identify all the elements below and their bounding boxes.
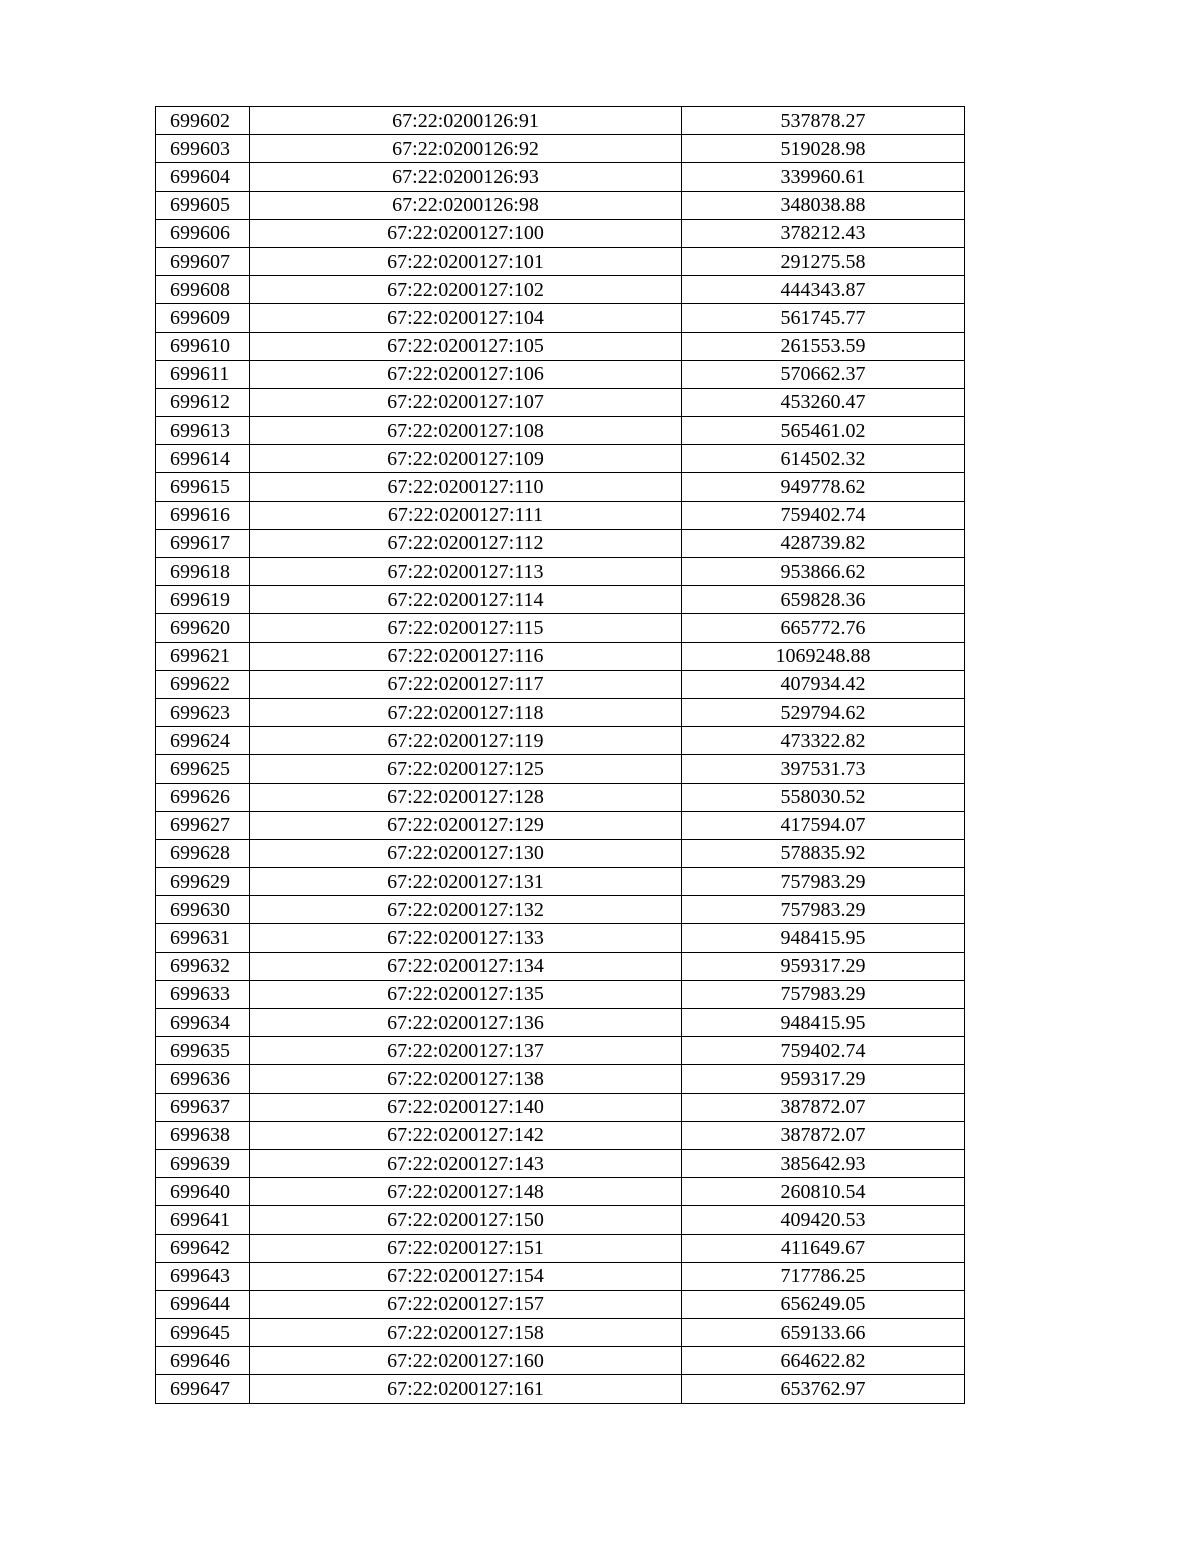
cadastral-value-cell: 260810.54: [682, 1178, 965, 1206]
row-number-cell: 699631: [156, 924, 250, 952]
row-number-cell: 699611: [156, 360, 250, 388]
cadastral-value-cell: 529794.62: [682, 698, 965, 726]
cadastral-value-cell: 261553.59: [682, 332, 965, 360]
row-number-cell: 699603: [156, 135, 250, 163]
cadastral-number-cell: 67:22:0200126:91: [250, 107, 682, 135]
cadastral-value-cell: 348038.88: [682, 191, 965, 219]
cadastral-value-cell: 1069248.88: [682, 642, 965, 670]
row-number-cell: 699625: [156, 755, 250, 783]
cadastral-value-cell: 397531.73: [682, 755, 965, 783]
table-row: [156, 1290, 965, 1318]
cadastral-value-cell: 659828.36: [682, 586, 965, 614]
table-row: [156, 1234, 965, 1262]
table-row: [156, 1206, 965, 1234]
cadastral-value-cell: 558030.52: [682, 783, 965, 811]
table-row: [156, 304, 965, 332]
table-row: [156, 924, 965, 952]
table-row: [156, 558, 965, 586]
row-number-cell: 699617: [156, 529, 250, 557]
cadastral-number-cell: 67:22:0200127:137: [250, 1037, 682, 1065]
table-row: [156, 783, 965, 811]
cadastral-value-cell: 578835.92: [682, 839, 965, 867]
cadastral-value-cell: 759402.74: [682, 501, 965, 529]
cadastral-number-cell: 67:22:0200127:160: [250, 1347, 682, 1375]
cadastral-value-cell: 656249.05: [682, 1290, 965, 1318]
row-number-cell: 699624: [156, 727, 250, 755]
table-row: [156, 360, 965, 388]
row-number-cell: 699636: [156, 1065, 250, 1093]
cadastral-value-cell: 948415.95: [682, 924, 965, 952]
row-number-cell: 699627: [156, 811, 250, 839]
table-row: [156, 952, 965, 980]
cadastral-number-cell: 67:22:0200127:151: [250, 1234, 682, 1262]
cadastral-value-cell: 378212.43: [682, 219, 965, 247]
row-number-cell: 699639: [156, 1149, 250, 1177]
row-number-cell: 699647: [156, 1375, 250, 1403]
row-number-cell: 699638: [156, 1121, 250, 1149]
row-number-cell: 699606: [156, 219, 250, 247]
row-number-cell: 699620: [156, 614, 250, 642]
table-row: [156, 1149, 965, 1177]
cadastral-number-cell: 67:22:0200127:157: [250, 1290, 682, 1318]
table-row: [156, 219, 965, 247]
cadastral-number-cell: 67:22:0200127:112: [250, 529, 682, 557]
row-number-cell: 699632: [156, 952, 250, 980]
row-number-cell: 699613: [156, 417, 250, 445]
row-number-cell: 699644: [156, 1290, 250, 1318]
cadastral-value-cell: 757983.29: [682, 868, 965, 896]
cadastral-number-cell: 67:22:0200127:105: [250, 332, 682, 360]
cadastral-value-cell: 717786.25: [682, 1262, 965, 1290]
table-row: [156, 445, 965, 473]
table-row: [156, 614, 965, 642]
cadastral-number-cell: 67:22:0200127:135: [250, 980, 682, 1008]
cadastral-value-cell: 444343.87: [682, 276, 965, 304]
cadastral-number-cell: 67:22:0200127:138: [250, 1065, 682, 1093]
table-row: [156, 501, 965, 529]
row-number-cell: 699637: [156, 1093, 250, 1121]
table-row: [156, 529, 965, 557]
row-number-cell: 699635: [156, 1037, 250, 1065]
table-body: [156, 107, 965, 1404]
cadastral-value-table: [155, 106, 965, 1404]
row-number-cell: 699623: [156, 698, 250, 726]
row-number-cell: 699626: [156, 783, 250, 811]
table-row: [156, 839, 965, 867]
table-row: [156, 868, 965, 896]
row-number-cell: 699645: [156, 1319, 250, 1347]
table-row: [156, 332, 965, 360]
row-number-cell: 699646: [156, 1347, 250, 1375]
table-row: [156, 1375, 965, 1403]
table-row: [156, 191, 965, 219]
cadastral-value-cell: 387872.07: [682, 1093, 965, 1121]
cadastral-number-cell: 67:22:0200127:119: [250, 727, 682, 755]
cadastral-number-cell: 67:22:0200127:110: [250, 473, 682, 501]
row-number-cell: 699640: [156, 1178, 250, 1206]
cadastral-number-cell: 67:22:0200127:114: [250, 586, 682, 614]
table-row: [156, 1319, 965, 1347]
table-row: [156, 388, 965, 416]
row-number-cell: 699642: [156, 1234, 250, 1262]
cadastral-number-cell: 67:22:0200127:100: [250, 219, 682, 247]
cadastral-number-cell: 67:22:0200127:133: [250, 924, 682, 952]
cadastral-number-cell: 67:22:0200127:106: [250, 360, 682, 388]
row-number-cell: 699616: [156, 501, 250, 529]
row-number-cell: 699610: [156, 332, 250, 360]
row-number-cell: 699614: [156, 445, 250, 473]
cadastral-number-cell: 67:22:0200127:131: [250, 868, 682, 896]
table-row: [156, 1347, 965, 1375]
cadastral-value-cell: 614502.32: [682, 445, 965, 473]
cadastral-number-cell: 67:22:0200127:117: [250, 670, 682, 698]
row-number-cell: 699628: [156, 839, 250, 867]
cadastral-value-cell: 561745.77: [682, 304, 965, 332]
row-number-cell: 699618: [156, 558, 250, 586]
row-number-cell: 699634: [156, 1009, 250, 1037]
row-number-cell: 699605: [156, 191, 250, 219]
row-number-cell: 699629: [156, 868, 250, 896]
table-row: [156, 980, 965, 1008]
row-number-cell: 699609: [156, 304, 250, 332]
table-row: [156, 727, 965, 755]
cadastral-value-cell: 407934.42: [682, 670, 965, 698]
cadastral-number-cell: 67:22:0200127:115: [250, 614, 682, 642]
table-row: [156, 247, 965, 275]
cadastral-value-cell: 948415.95: [682, 1009, 965, 1037]
row-number-cell: 699604: [156, 163, 250, 191]
cadastral-value-cell: 757983.29: [682, 896, 965, 924]
cadastral-number-cell: 67:22:0200127:132: [250, 896, 682, 924]
cadastral-number-cell: 67:22:0200127:118: [250, 698, 682, 726]
cadastral-number-cell: 67:22:0200127:161: [250, 1375, 682, 1403]
cadastral-value-cell: 387872.07: [682, 1121, 965, 1149]
cadastral-number-cell: 67:22:0200127:128: [250, 783, 682, 811]
cadastral-number-cell: 67:22:0200127:107: [250, 388, 682, 416]
row-number-cell: 699621: [156, 642, 250, 670]
table-row: [156, 642, 965, 670]
cadastral-number-cell: 67:22:0200127:148: [250, 1178, 682, 1206]
cadastral-value-cell: 757983.29: [682, 980, 965, 1008]
row-number-cell: 699615: [156, 473, 250, 501]
cadastral-number-cell: 67:22:0200127:134: [250, 952, 682, 980]
cadastral-number-cell: 67:22:0200127:116: [250, 642, 682, 670]
table-row: [156, 473, 965, 501]
cadastral-number-cell: 67:22:0200127:111: [250, 501, 682, 529]
cadastral-number-cell: 67:22:0200127:154: [250, 1262, 682, 1290]
table-row: [156, 670, 965, 698]
cadastral-value-cell: 537878.27: [682, 107, 965, 135]
row-number-cell: 699608: [156, 276, 250, 304]
row-number-cell: 699607: [156, 247, 250, 275]
table-row: [156, 1037, 965, 1065]
table-row: [156, 1093, 965, 1121]
cadastral-value-cell: 519028.98: [682, 135, 965, 163]
cadastral-value-cell: 959317.29: [682, 1065, 965, 1093]
cadastral-number-cell: 67:22:0200127:143: [250, 1149, 682, 1177]
cadastral-value-cell: 428739.82: [682, 529, 965, 557]
cadastral-number-cell: 67:22:0200127:108: [250, 417, 682, 445]
cadastral-number-cell: 67:22:0200127:109: [250, 445, 682, 473]
cadastral-number-cell: 67:22:0200127:136: [250, 1009, 682, 1037]
cadastral-value-cell: 653762.97: [682, 1375, 965, 1403]
cadastral-value-cell: 409420.53: [682, 1206, 965, 1234]
cadastral-number-cell: 67:22:0200127:158: [250, 1319, 682, 1347]
cadastral-number-cell: 67:22:0200126:92: [250, 135, 682, 163]
cadastral-number-cell: 67:22:0200127:129: [250, 811, 682, 839]
row-number-cell: 699612: [156, 388, 250, 416]
cadastral-number-cell: 67:22:0200127:150: [250, 1206, 682, 1234]
table-row: [156, 586, 965, 614]
table-row: [156, 417, 965, 445]
cadastral-number-cell: 67:22:0200127:140: [250, 1093, 682, 1121]
table-row: [156, 163, 965, 191]
table-row: [156, 698, 965, 726]
cadastral-number-cell: 67:22:0200127:101: [250, 247, 682, 275]
table-row: [156, 1178, 965, 1206]
table-row: [156, 755, 965, 783]
table-row: [156, 1262, 965, 1290]
table-row: [156, 135, 965, 163]
table-row: [156, 1065, 965, 1093]
table-row: [156, 896, 965, 924]
cadastral-value-cell: 339960.61: [682, 163, 965, 191]
cadastral-value-cell: 664622.82: [682, 1347, 965, 1375]
cadastral-number-cell: 67:22:0200126:98: [250, 191, 682, 219]
table-row: [156, 276, 965, 304]
cadastral-value-cell: 385642.93: [682, 1149, 965, 1177]
cadastral-value-cell: 665772.76: [682, 614, 965, 642]
row-number-cell: 699630: [156, 896, 250, 924]
cadastral-value-cell: 473322.82: [682, 727, 965, 755]
cadastral-number-cell: 67:22:0200127:102: [250, 276, 682, 304]
table-row: [156, 1009, 965, 1037]
cadastral-value-cell: 453260.47: [682, 388, 965, 416]
table-row: [156, 107, 965, 135]
cadastral-value-cell: 565461.02: [682, 417, 965, 445]
table-row: [156, 811, 965, 839]
cadastral-number-cell: 67:22:0200127:113: [250, 558, 682, 586]
cadastral-number-cell: 67:22:0200127:104: [250, 304, 682, 332]
cadastral-value-cell: 570662.37: [682, 360, 965, 388]
cadastral-number-cell: 67:22:0200127:125: [250, 755, 682, 783]
cadastral-value-cell: 411649.67: [682, 1234, 965, 1262]
cadastral-value-cell: 949778.62: [682, 473, 965, 501]
table-row: [156, 1121, 965, 1149]
row-number-cell: 699602: [156, 107, 250, 135]
cadastral-value-cell: 291275.58: [682, 247, 965, 275]
row-number-cell: 699619: [156, 586, 250, 614]
cadastral-number-cell: 67:22:0200126:93: [250, 163, 682, 191]
row-number-cell: 699643: [156, 1262, 250, 1290]
cadastral-value-cell: 959317.29: [682, 952, 965, 980]
cadastral-value-cell: 759402.74: [682, 1037, 965, 1065]
row-number-cell: 699622: [156, 670, 250, 698]
cadastral-value-cell: 659133.66: [682, 1319, 965, 1347]
row-number-cell: 699633: [156, 980, 250, 1008]
cadastral-value-cell: 417594.07: [682, 811, 965, 839]
cadastral-value-cell: 953866.62: [682, 558, 965, 586]
row-number-cell: 699641: [156, 1206, 250, 1234]
cadastral-number-cell: 67:22:0200127:130: [250, 839, 682, 867]
cadastral-number-cell: 67:22:0200127:142: [250, 1121, 682, 1149]
